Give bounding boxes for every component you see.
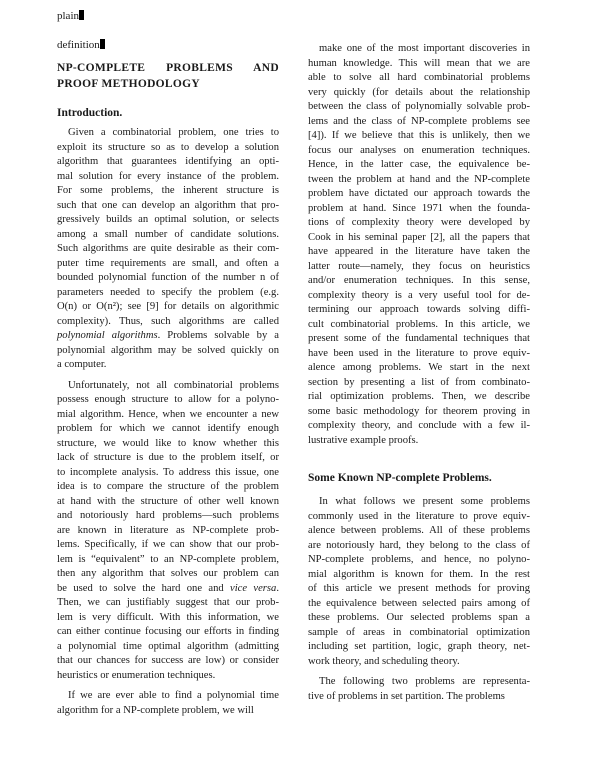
- text-line: mal solution for every instance of the problem.: [57, 170, 279, 182]
- text-line: If we are ever able to find a polynomial time: [68, 690, 279, 701]
- paragraph: [308, 42, 530, 448]
- paragraph: [308, 675, 530, 704]
- text-line: possess enough structure to allow for a polyno-: [57, 394, 279, 405]
- text-line: cult combinatorial problems. In this article, we: [308, 318, 530, 330]
- text-line: Then, we can justifiably suggest that our prob-: [57, 597, 279, 608]
- text-line: tions of complexity theory were developed by: [308, 217, 530, 228]
- text-line: algorithm for a NP-complete problem, we will: [57, 704, 254, 716]
- text-line: lustrative example proofs.: [308, 434, 419, 446]
- definition-marker: [57, 39, 105, 51]
- text-line: able to solve all hard combinatorial problems: [308, 72, 530, 83]
- text-line: complexity). Thus, such algorithms are called: [57, 315, 279, 327]
- text-line: sample of areas in combinatorial optimization: [308, 626, 530, 638]
- text-line: lem is “equivalent” to an NP-complete problem,: [57, 553, 279, 565]
- text-line: a computer.: [57, 359, 107, 370]
- text-line: Unfortunately, not all combinatorial problems: [68, 379, 279, 391]
- text-line: lack of structure is due to the problem itself, or: [57, 452, 279, 463]
- text-line: work theory, and scheduling theory.: [308, 655, 460, 667]
- text-line: structure, we would like to know whether this: [57, 437, 279, 449]
- text-line: and/or enumeration techniques. In this sense,: [308, 275, 530, 286]
- text-line: have appeared in the literature have taken the: [308, 246, 530, 257]
- cursor-block: [79, 10, 84, 20]
- text-line: Given a combinatorial problem, one tries to: [68, 127, 279, 138]
- paragraph: [308, 495, 530, 669]
- text-line: section by presenting a list of from combinato-: [308, 376, 530, 388]
- text-line: can either continue focusing our efforts in finding: [57, 626, 279, 637]
- text-line: among a small number of candidate solutions.: [57, 228, 279, 240]
- text-line: In what follows we present some problems: [319, 496, 530, 507]
- text-line: at hand with the structure of other well known: [57, 495, 279, 507]
- text-line: rial optimization problems. Then, we describe: [308, 391, 530, 402]
- title-line: PROOF METHODOLOGY: [57, 78, 200, 90]
- paragraph: [57, 379, 279, 684]
- text-line: [57, 582, 279, 597]
- text-line: between the class of polynomially solvable prob-: [308, 101, 530, 112]
- paper-title: [57, 60, 279, 92]
- text-line: exploit its structure so as to develop a solution: [57, 141, 279, 153]
- text-line: [4]). If we believe that this is unlikely, then we: [308, 130, 530, 141]
- text-line: Such algorithms are quite desirable as their com-: [57, 243, 279, 254]
- text-line: tween the problem at hand and the NP-complete: [308, 173, 530, 185]
- definition-label: definition: [57, 39, 100, 51]
- text-line: these problems. Our selected problems span a: [308, 612, 530, 623]
- text-line: problem have dictated our approach towards the: [308, 188, 530, 199]
- text-line: that our chances for success are low) or consider: [57, 655, 279, 666]
- section-heading-np-complete: Some Known NP-complete Problems.: [308, 472, 492, 484]
- text-line: have been used in the literature to prove equiv-: [308, 347, 530, 359]
- text-line: bounded polynomial function of the number n of: [57, 272, 279, 283]
- text-line: mial algorithm. Hence, when we encounter a new: [57, 408, 279, 420]
- text-line: then any algorithm that solves our problem can: [57, 568, 279, 579]
- text-run: .: [276, 582, 279, 594]
- plain-marker: [57, 10, 84, 22]
- text-line: idea is to compare the structure of the problem: [57, 481, 279, 492]
- text-line: make one of the most important discoveries in: [319, 43, 530, 54]
- text-line: of this article we present methods for proving: [308, 583, 530, 594]
- text-line: heuristics or enumeration techniques.: [57, 669, 216, 681]
- text-line: lem is very difficult. With this information, we: [57, 611, 279, 623]
- text-line: complexity theory is a very useful tool for de-: [308, 289, 530, 301]
- text-line: are known in literature as NP-complete prob-: [57, 524, 279, 536]
- text-line: NP-complete problems, and hence, no polyno-: [308, 554, 530, 565]
- emphasis-text: polynomial algorithms: [57, 330, 158, 341]
- text-line: For some problems, the inherent structure is: [57, 185, 279, 196]
- text-line: algorithm that guarantees identifying an opti-: [57, 156, 279, 167]
- text-line: Hence, in the latter case, the equivalence be-: [308, 159, 530, 170]
- text-line: latter route—namely, they focus on heuristics: [308, 260, 530, 272]
- text-line: tive of problems in set partition. The problems: [308, 690, 505, 702]
- text-run: be used to solve the hard one and: [57, 582, 230, 594]
- text-line: such that one can develop an algorithm that pro-: [57, 199, 279, 211]
- text-line: the equivalence between selected pairs among of: [308, 597, 530, 609]
- text-line: lems and the class of NP-complete problems see: [308, 115, 530, 127]
- text-line: puter time requirements are small, and often a: [57, 257, 279, 269]
- emphasis-text: vice versa: [230, 582, 277, 594]
- text-line: parameters needed to specify the problem (e.g.: [57, 286, 279, 298]
- text-line: Cook in his seminal paper [2], all the papers that: [308, 231, 530, 243]
- text-line: alence among problems. We start in the next: [308, 362, 530, 373]
- text-line: complexity theory, and conclude with a few il-: [308, 420, 530, 431]
- plain-label: plain: [57, 10, 79, 22]
- text-line: to incomplete analysis. To address this issue, one: [57, 466, 279, 478]
- text-line: problem for which we cannot identify enough: [57, 423, 279, 434]
- paragraph: [57, 126, 279, 373]
- text-line: termining our approach towards solving diffi-: [308, 304, 530, 315]
- text-line: [57, 329, 279, 344]
- text-line: including set partition, logic, graph theory, net-: [308, 641, 530, 652]
- title-line: NP-COMPLETE PROBLEMS AND: [57, 62, 279, 74]
- text-line: focus our analyses on enumeration techniques.: [308, 144, 530, 156]
- text-line: The following two problems are representa-: [319, 676, 530, 687]
- text-run: . Problems solvable by a: [157, 330, 279, 341]
- text-line: gressively builds an optimal solution, or selects: [57, 214, 279, 225]
- text-line: lems. Specifically, if we can show that our prob-: [57, 539, 279, 550]
- text-line: mial algorithm is known for them. In the rest: [308, 568, 530, 580]
- text-line: alence between problems. All of these problems: [308, 525, 530, 536]
- cursor-block: [100, 39, 105, 49]
- text-line: commonly used in the literature to prove equiv-: [308, 510, 530, 522]
- text-line: and notoriously hard problems—such problems: [57, 510, 279, 521]
- text-line: a polynomial time optimal algorithm (admitting: [57, 640, 279, 652]
- text-line: polynomial algorithm may be solved quickly on: [57, 344, 279, 356]
- text-line: O(n) or O(n²); see [9] for details on algorithmic: [57, 301, 279, 312]
- paragraph: [57, 689, 279, 718]
- text-line: are notoriously hard, they belong to the class of: [308, 539, 530, 551]
- right-column-bottom: [308, 495, 530, 710]
- right-column-top: [308, 42, 530, 454]
- text-line: very quickly (for details about the relationship: [308, 86, 530, 98]
- section-heading-introduction: Introduction.: [57, 107, 123, 119]
- text-line: human knowledge. This will mean that we are: [308, 57, 530, 69]
- text-line: problem at hand. Since 1971 when the founda-: [308, 202, 530, 214]
- text-line: present some of the fundamental techniques that: [308, 333, 530, 344]
- left-column: [57, 126, 279, 724]
- text-line: some basic methodology for theorem proving in: [308, 405, 530, 417]
